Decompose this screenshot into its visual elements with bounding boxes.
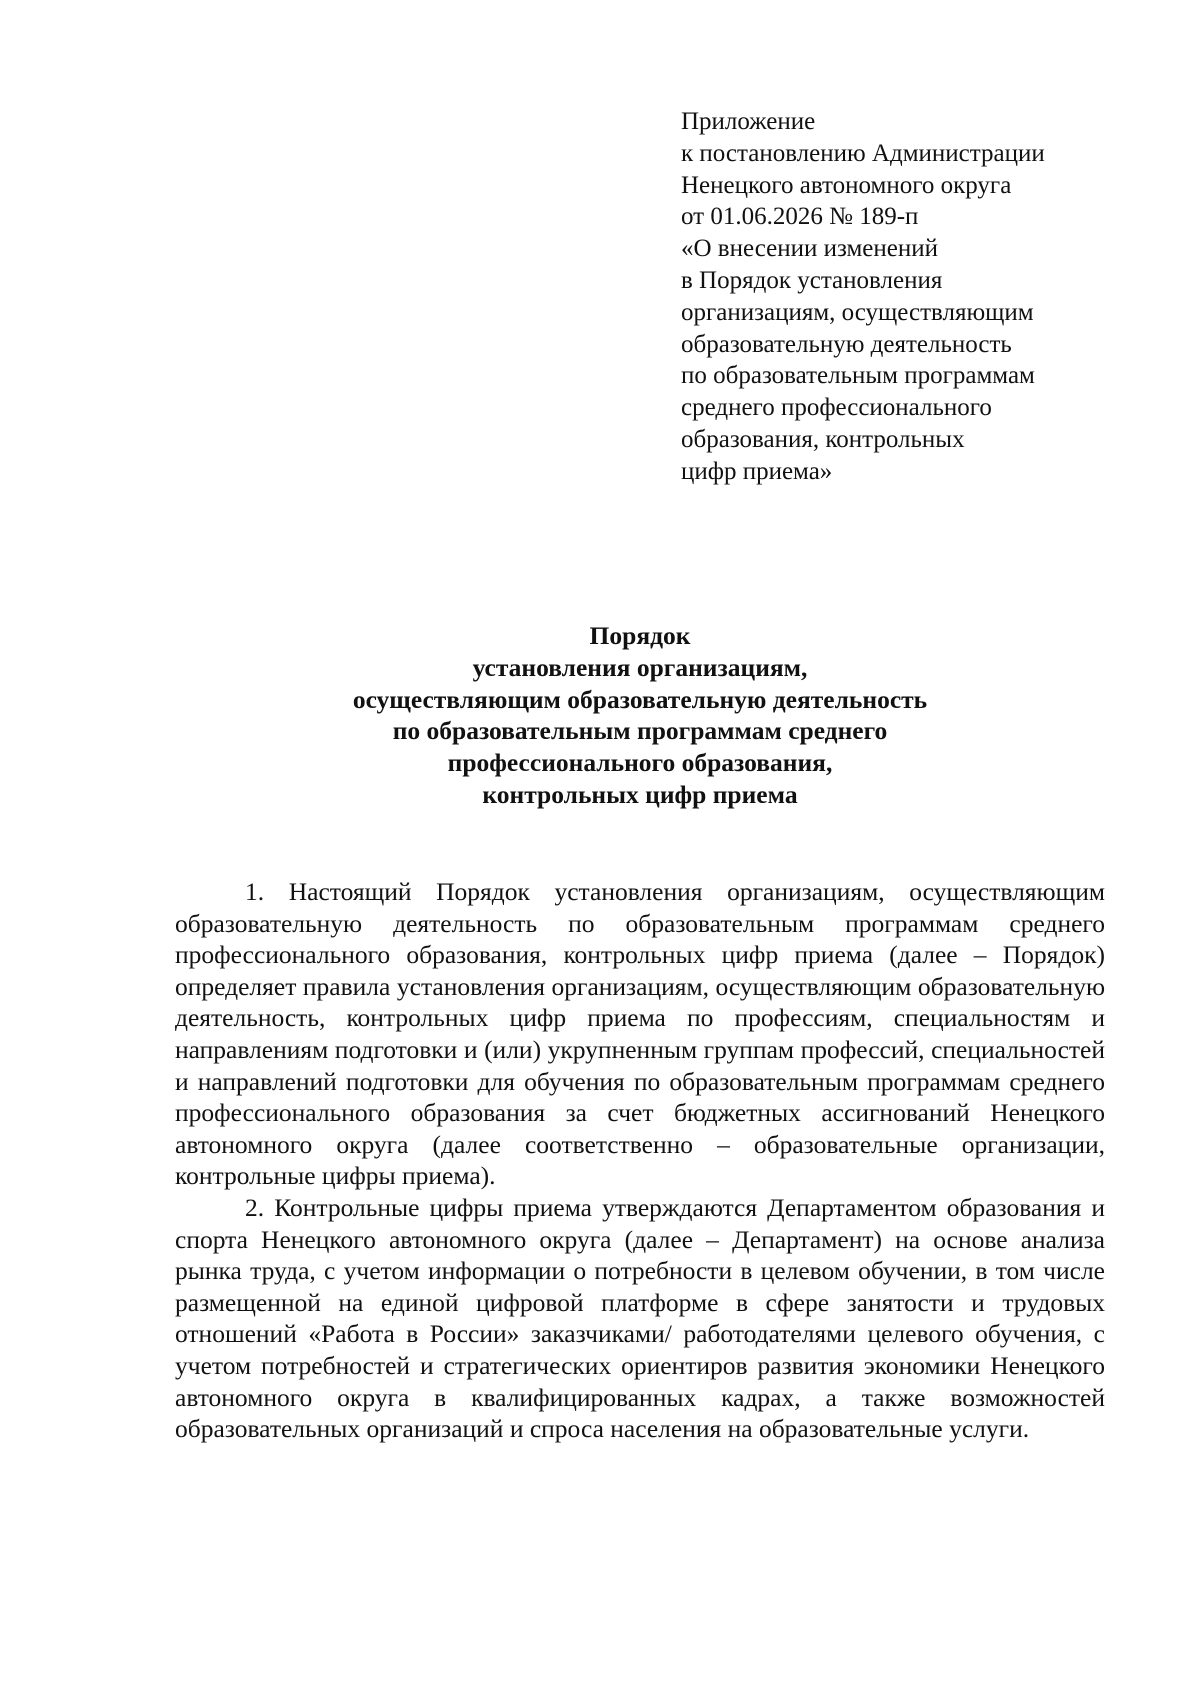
appendix-line: к постановлению Администрации — [681, 139, 1045, 167]
appendix-line: «О внесении изменений — [681, 235, 939, 263]
document-body — [175, 876, 1105, 1445]
appendix-line: от 01.06.2026 № 189-п — [681, 203, 919, 231]
appendix-line: цифр приема» — [681, 457, 833, 485]
paragraph-2: 2. Контрольные цифры приема утверждаются Департаментом образования и спорта Ненецкого автономного округа (далее – Департамент) на основе анализа рынка труда, с учетом информации о потребности в целевом обучении, в том числе размещенной на единой цифровой платформе в сфере занятости и трудовых отношений «Работа в России» заказчиками/ работодателями целевого обучения, с учетом потребностей и стратегических ориентиров развития экономики Ненецкого автономного округа в квалифицированных кадрах, а также возможностей образовательных организаций и спроса населения на образовательные услуги. — [175, 1192, 1105, 1444]
appendix-line: образования, контрольных — [681, 425, 965, 453]
appendix-block — [681, 106, 1151, 488]
appendix-line: в Порядок установления — [681, 266, 943, 294]
title-line: контрольных цифр приема — [482, 779, 798, 809]
title-line: Порядок — [589, 621, 691, 650]
appendix-line: Ненецкого автономного округа — [681, 171, 1012, 199]
appendix-line: Приложение — [681, 108, 816, 135]
appendix-line: организациям, осуществляющим — [681, 298, 1034, 326]
title-line: осуществляющим образовательную деятельность — [352, 684, 928, 714]
appendix-line: образовательную деятельность — [681, 330, 1012, 358]
document-title — [175, 620, 1105, 811]
paragraph-1: 1. Настоящий Порядок установления организациям, осуществляющим образовательную деятельность по образовательным программам среднего профессионального образования, контрольных цифр приема (далее – Порядок) определяет правила установления организациям, осуществляющим образовательную деятельность, контрольных цифр приема по профессиям, специальностям и направлениям подготовки и (или) укрупненным группам профессий, специальностей и направлений подготовки для обучения по образовательным программам среднего профессионального образования за счет бюджетных ассигнований Ненецкого автономного округа (далее соответственно – образовательные организации, контрольные цифры приема). — [175, 877, 1105, 1191]
title-line: по образовательным программам среднего — [392, 716, 888, 746]
title-line: профессионального образования, — [447, 748, 833, 778]
title-line: установления организациям, — [472, 652, 808, 682]
appendix-line: среднего профессионального — [681, 394, 992, 422]
appendix-line: по образовательным программам — [681, 362, 1035, 390]
